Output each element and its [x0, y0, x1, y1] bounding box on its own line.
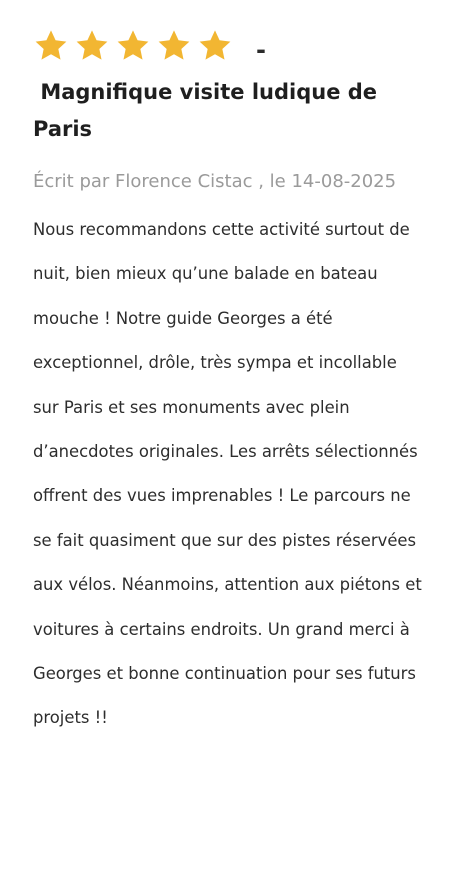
star-icon — [74, 28, 110, 64]
star-icon — [115, 28, 151, 64]
rating-row — [33, 26, 433, 66]
review-title: Magnifique visite ludique de Paris — [33, 80, 385, 141]
rating-separator: - — [256, 36, 266, 64]
review-byline: Écrit par Florence Cistac , le 14-08-2025 — [33, 171, 397, 192]
star-icon — [197, 28, 233, 64]
star-icon — [33, 28, 69, 64]
review-body: Nous recommandons cette activité surtout de nuit, bien mieux qu’une balade en bateau mouche ! Notre guide Georges a été exceptionnel, drôle, très sympa et incollable sur Paris et ses monuments avec plein d’anecdotes originales. Les arrêts sélectionnés offrent des vues imprenables ! Le parcours ne se fait quasiment que sur des pistes réservées aux vélos. Néanmoins, attention aux piétons et voitures à certains endroits. Un grand merci à Georges et bonne continuation pour ses futurs projets !! — [33, 220, 422, 728]
star-rating — [33, 28, 238, 64]
review-card — [33, 26, 433, 741]
star-icon — [156, 28, 192, 64]
